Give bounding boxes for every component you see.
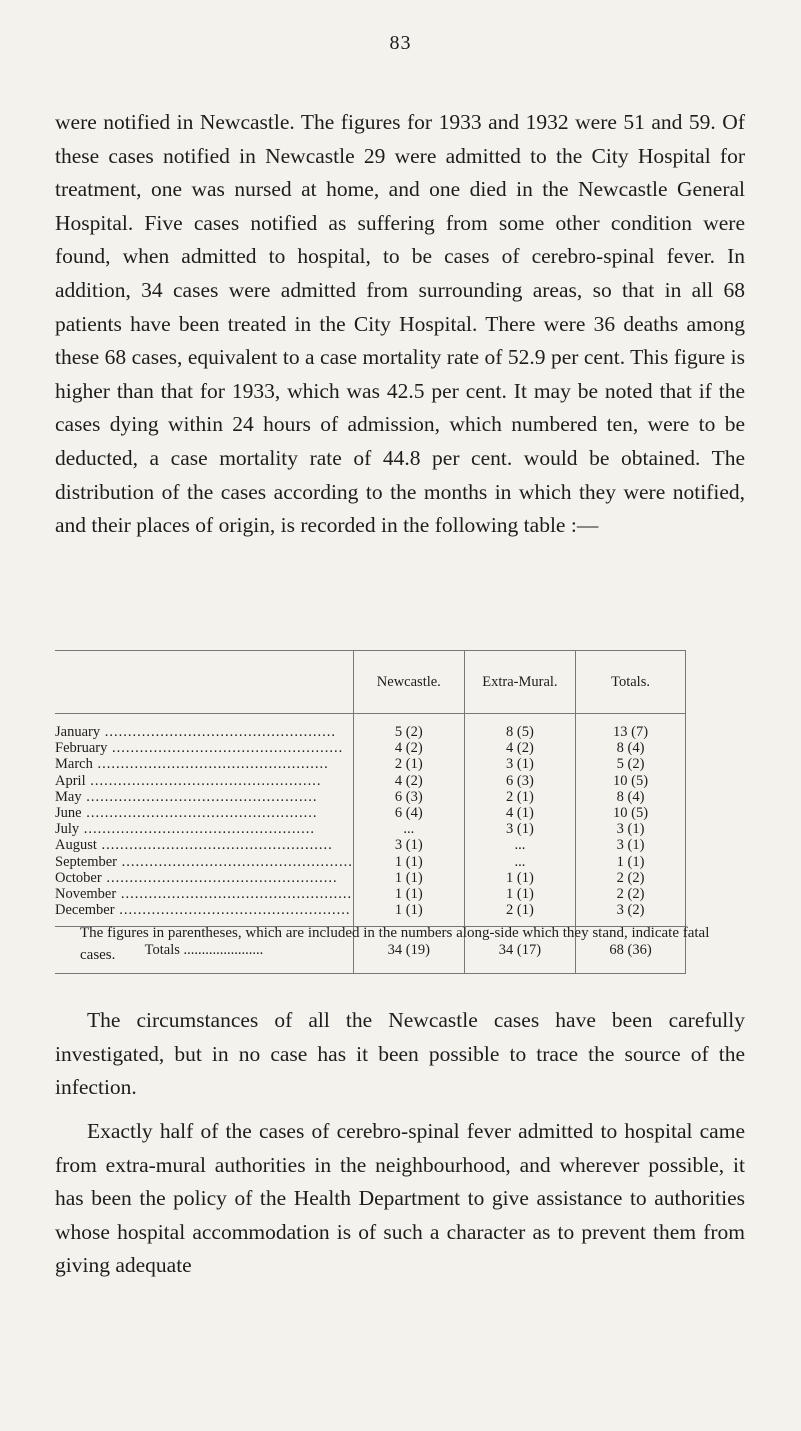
row-newcastle: 2 (1)	[353, 756, 464, 772]
leader-dots: ..................................................	[117, 853, 353, 870]
row-totals: 5 (2)	[576, 756, 686, 772]
table-row	[55, 805, 686, 821]
row-extra-mural: 4 (1)	[464, 805, 575, 821]
month-label: July	[55, 821, 80, 838]
row-month	[55, 821, 353, 837]
leader-dots: ..................................................	[79, 821, 316, 838]
row-newcastle: 5 (2)	[353, 714, 464, 741]
table-row	[55, 886, 686, 902]
month-label: November	[55, 886, 117, 903]
paragraph-investigation: The circumstances of all the Newcastle cases have been carefully investigated, but in no case has it been possible to trace the source of the infection.	[55, 1008, 745, 1100]
row-month	[55, 773, 353, 789]
leader-dots: ..................................................	[92, 756, 329, 773]
row-month	[55, 886, 353, 902]
row-totals: 2 (2)	[576, 886, 686, 902]
month-label: September	[55, 853, 118, 870]
totals-totals: 68 (36)	[576, 927, 686, 974]
row-totals: 13 (7)	[576, 714, 686, 741]
row-extra-mural: 4 (2)	[464, 740, 575, 756]
month-label: August	[55, 837, 97, 854]
row-newcastle: 1 (1)	[353, 902, 464, 927]
month-label: January	[55, 724, 101, 740]
table-row	[55, 756, 686, 772]
table-row	[55, 837, 686, 853]
row-totals: 10 (5)	[576, 773, 686, 789]
table-row	[55, 714, 686, 741]
row-month	[55, 870, 353, 886]
table-row	[55, 870, 686, 886]
row-totals: 3 (2)	[576, 902, 686, 927]
month-label: February	[55, 740, 108, 757]
table-header-row	[55, 651, 686, 714]
leader-dots: ..................................................	[81, 788, 318, 805]
row-extra-mural: ...	[464, 854, 575, 870]
row-newcastle: 1 (1)	[353, 886, 464, 902]
row-month	[55, 854, 353, 870]
table-row	[55, 789, 686, 805]
row-extra-mural: 8 (5)	[464, 714, 575, 741]
row-month	[55, 837, 353, 853]
row-totals: 3 (1)	[576, 821, 686, 837]
leader-dots: ..................................................	[116, 886, 353, 903]
row-month	[55, 789, 353, 805]
paragraph-extra-mural: Exactly half of the cases of cerebro-spinal fever admitted to hospital came from extra-mural authorities in the neighbourhood, and wherever possible, it has been the policy of the Health Department to give assistance to authorities whose hospital accommodation is of such a character as to prevent them from giving adequate	[55, 1119, 745, 1278]
leader-dots: ..................................................	[81, 805, 318, 822]
header-extra-mural: Extra-Mural.	[464, 651, 575, 714]
month-label: May	[55, 788, 82, 805]
header-month	[55, 651, 353, 714]
row-newcastle: 3 (1)	[353, 837, 464, 853]
leader-dots: ..................................................	[100, 724, 336, 740]
row-newcastle: 1 (1)	[353, 854, 464, 870]
row-totals: 3 (1)	[576, 837, 686, 853]
row-newcastle: ...	[353, 821, 464, 837]
leader-dots: ..................................................	[96, 837, 333, 854]
month-label: October	[55, 869, 102, 886]
paragraph-intro: were notified in Newcastle. The figures for 1933 and 1932 were 51 and 59. Of these cases notified in Newcastle 29 were admitted to the City Hospital for treatment, one was nursed at home, and one died in the Newcastle General Hospital. Five cases notified as suffering from some other condition were found, when admitted to hospital, to be cases of cerebro-spinal fever. In addition, 34 cases were admitted from surrounding areas, so that in all 68 patients have been treated in the City Hospital. There were 36 deaths among these 68 cases, equivalent to a case mortality rate of 52.9 per cent. This figure is higher than that for 1933, which was 42.5 per cent. It may be noted that if the cases dying within 24 hours of admission, which numbered ten, were to be deducted, a case mortality rate of 44.8 per cent. would be obtained. The distribution of the cases according to the months in which they were notified, and their places of origin, is recorded in the following table :—	[55, 110, 745, 538]
header-newcastle: Newcastle.	[353, 651, 464, 714]
row-month	[55, 740, 353, 756]
row-extra-mural: ...	[464, 837, 575, 853]
totals-label: Totals ......................	[55, 927, 353, 974]
month-label: April	[55, 772, 86, 789]
row-newcastle: 1 (1)	[353, 870, 464, 886]
leader-dots: ..................................................	[114, 902, 351, 919]
row-extra-mural: 3 (1)	[464, 756, 575, 772]
row-newcastle: 4 (2)	[353, 740, 464, 756]
page-number: 83	[389, 32, 412, 54]
month-label: December	[55, 902, 115, 919]
table-row	[55, 740, 686, 756]
row-month	[55, 805, 353, 821]
leader-dots: ..................................................	[107, 740, 344, 757]
totals-extra-mural: 34 (17)	[464, 927, 575, 974]
table-row	[55, 854, 686, 870]
row-extra-mural: 3 (1)	[464, 821, 575, 837]
row-totals: 10 (5)	[576, 805, 686, 821]
totals-newcastle: 34 (19)	[353, 927, 464, 974]
leader-dots: ..................................................	[85, 772, 322, 789]
month-label: June	[55, 805, 82, 822]
row-month	[55, 756, 353, 772]
table-row	[55, 773, 686, 789]
row-extra-mural: 1 (1)	[464, 886, 575, 902]
row-month	[55, 714, 353, 741]
row-totals: 1 (1)	[576, 854, 686, 870]
row-extra-mural: 6 (3)	[464, 773, 575, 789]
row-newcastle: 6 (3)	[353, 789, 464, 805]
header-totals: Totals.	[576, 651, 686, 714]
leader-dots: ..................................................	[101, 869, 338, 886]
row-totals: 2 (2)	[576, 870, 686, 886]
table-footnote: The figures in parentheses, which are included in the numbers along-side which they stand, indicate fatal cases.	[80, 925, 710, 963]
row-extra-mural: 2 (1)	[464, 902, 575, 927]
row-extra-mural: 2 (1)	[464, 789, 575, 805]
row-newcastle: 6 (4)	[353, 805, 464, 821]
month-label: March	[55, 756, 93, 773]
row-newcastle: 4 (2)	[353, 773, 464, 789]
row-totals: 8 (4)	[576, 789, 686, 805]
row-totals: 8 (4)	[576, 740, 686, 756]
table-row	[55, 821, 686, 837]
row-extra-mural: 1 (1)	[464, 870, 575, 886]
